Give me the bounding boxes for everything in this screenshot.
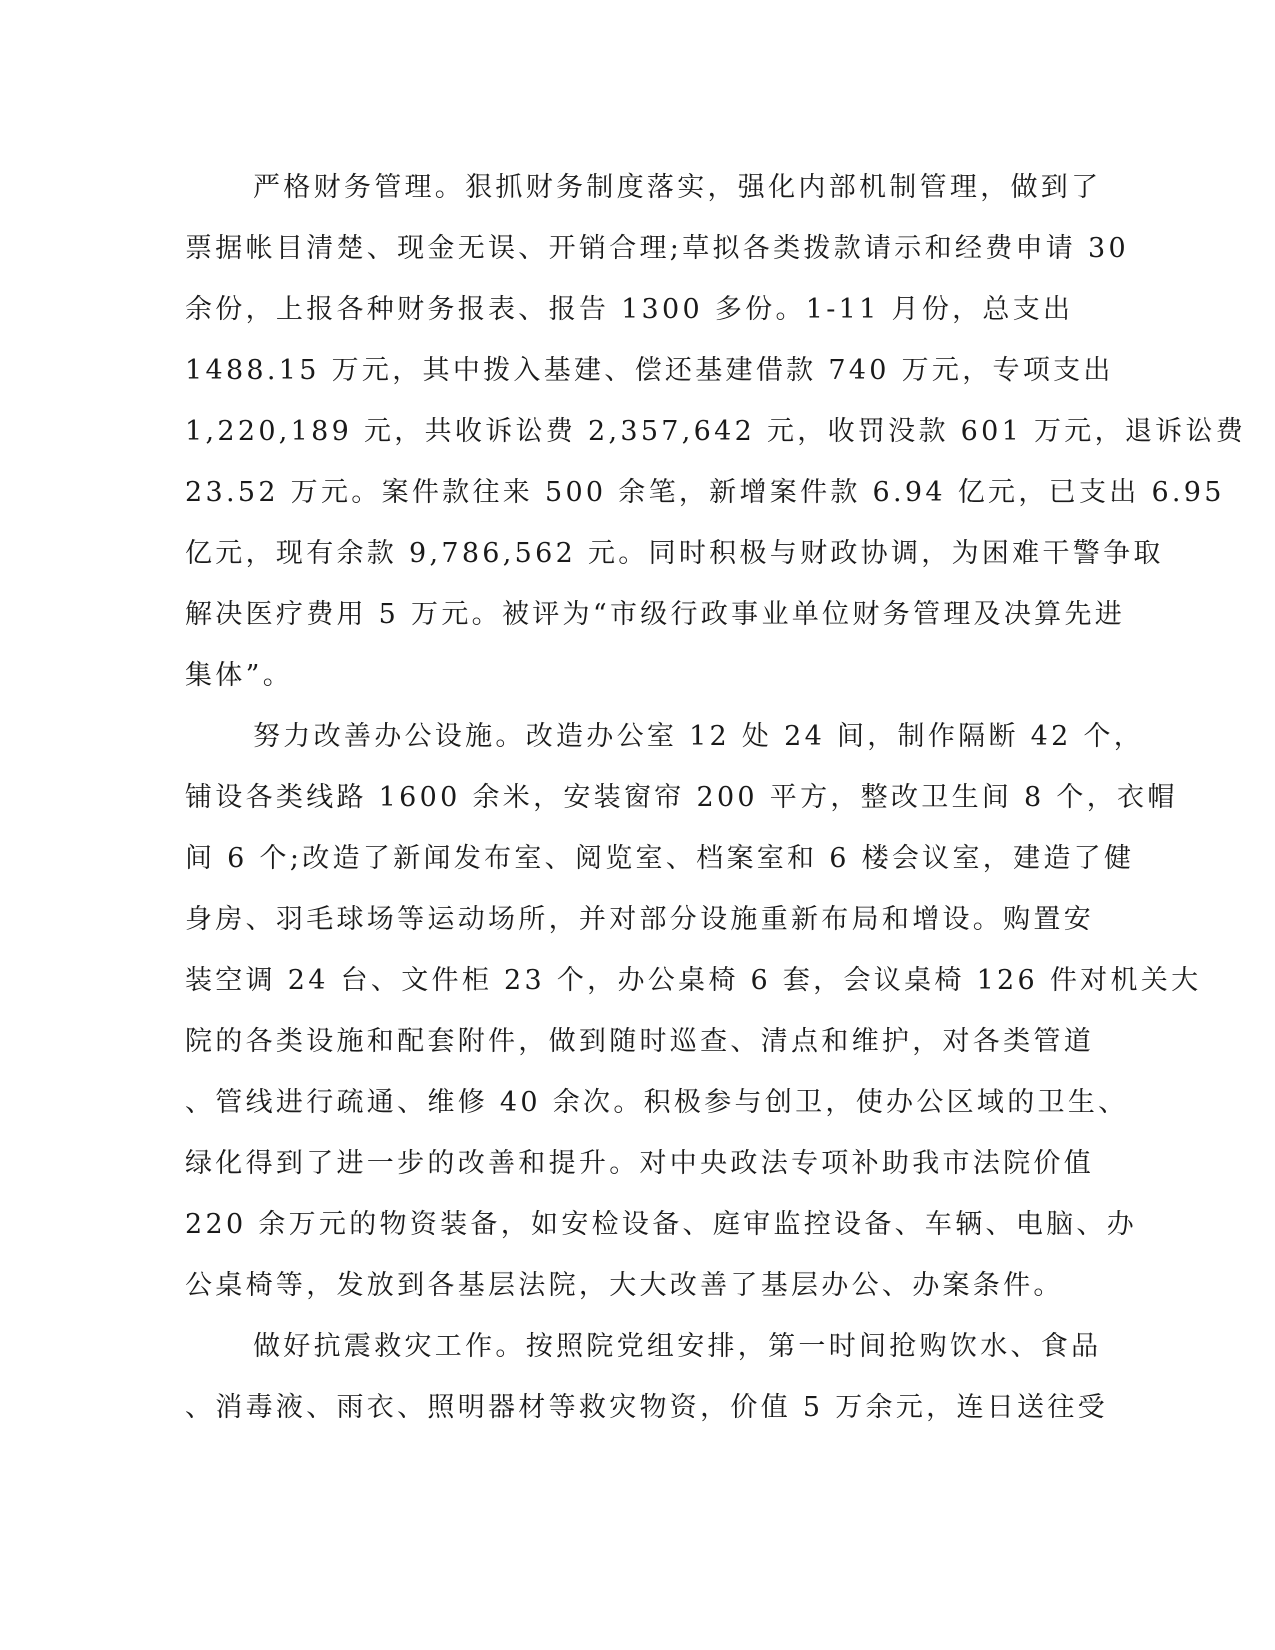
paragraph-finance-line: 1,220,189 元，共收诉讼费 2,357,642 元，收罚没款 601 万元，退诉讼费 xyxy=(185,416,1247,447)
paragraph-finance-line: 票据帐目清楚、现金无误、开销合理;草拟各类拨款请示和经费申请 30 xyxy=(185,233,1129,264)
paragraph-finance-line: 1488.15 万元，其中拨入基建、偿还基建借款 740 万元，专项支出 xyxy=(185,355,1114,386)
paragraph-finance-line: 解决医疗费用 5 万元。被评为“市级行政事业单位财务管理及决算先进 xyxy=(185,599,1126,630)
paragraph-facilities-line: 铺设各类线路 1600 余米，安装窗帘 200 平方，整改卫生间 8 个，衣帽 xyxy=(185,782,1178,813)
paragraph-relief-line: 、消毒液、雨衣、照明器材等救灾物资，价值 5 万余元，连日送往受 xyxy=(185,1392,1108,1423)
paragraph-relief-line: 做好抗震救灾工作。按照院党组安排，第一时间抢购饮水、食品 xyxy=(253,1331,1102,1362)
paragraph-finance-line: 23.52 万元。案件款往来 500 余笔，新增案件款 6.94 亿元，已支出 6.95 xyxy=(185,477,1225,508)
paragraph-finance-line: 余份，上报各种财务报表、报告 1300 多份。1-11 月份，总支出 xyxy=(185,294,1074,325)
paragraph-facilities-line: 220 余万元的物资装备，如安检设备、庭审监控设备、车辆、电脑、办 xyxy=(185,1209,1138,1240)
paragraph-finance-line: 亿元，现有余款 9,786,562 元。同时积极与财政协调，为困难干警争取 xyxy=(185,538,1164,569)
paragraph-facilities-line: 、管线进行疏通、维修 40 余次。积极参与创卫，使办公区域的卫生、 xyxy=(185,1087,1129,1118)
paragraph-facilities-line: 绿化得到了进一步的改善和提升。对中央政法专项补助我市法院价值 xyxy=(185,1148,1094,1179)
paragraph-facilities-line: 装空调 24 台、文件柜 23 个，办公桌椅 6 套，会议桌椅 126 件对机关大 xyxy=(185,965,1202,996)
paragraph-facilities-line: 公桌椅等，发放到各基层法院，大大改善了基层办公、办案条件。 xyxy=(185,1270,1064,1301)
paragraph-finance-line: 严格财务管理。狠抓财务制度落实，强化内部机制管理，做到了 xyxy=(253,172,1102,203)
document-body xyxy=(185,157,1247,1438)
paragraph-facilities-line: 院的各类设施和配套附件，做到随时巡查、清点和维护，对各类管道 xyxy=(185,1026,1094,1057)
paragraph-facilities-line: 努力改善办公设施。改造办公室 12 处 24 间，制作隔断 42 个， xyxy=(253,721,1145,752)
paragraph-facilities-line: 身房、羽毛球场等运动场所，并对部分设施重新布局和增设。购置安 xyxy=(185,904,1094,935)
paragraph-finance-line: 集体”。 xyxy=(185,660,294,691)
paragraph-facilities-line: 间 6 个;改造了新闻发布室、阅览室、档案室和 6 楼会议室，建造了健 xyxy=(185,843,1135,874)
